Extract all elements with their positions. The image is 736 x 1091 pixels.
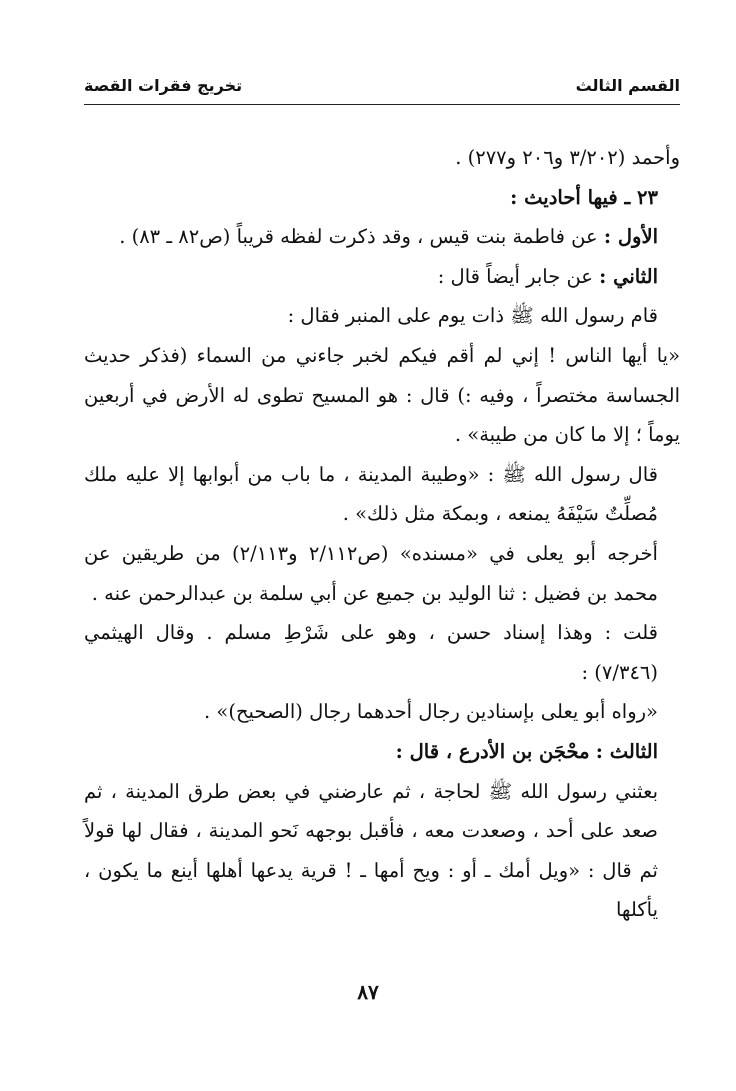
paragraph-third-hadith (84, 732, 680, 772)
paragraph-prophet-stood: قام رسول الله ﷺ ذات يوم على المنبر فقال : (287, 304, 658, 328)
page-body (84, 138, 680, 930)
paragraph-first-hadith (84, 217, 680, 257)
paragraph-isnad-comment: قلت : وهذا إسناد حسن ، وهو على شَرْطِ مسلم . وقال الهيثمي (٧/٣٤٦) : (84, 621, 658, 684)
header-chapter-title: تخريج فقرات القصة (84, 76, 243, 95)
paragraph-second-hadith (84, 257, 680, 297)
third-hadith-narrator: محْجَن بن الأدرع ، قال : (395, 739, 590, 763)
label-first: الأول : (603, 225, 658, 249)
paragraph-ahmad-ref: وأحمد (٣/٢٠٢ و٢٠٦ و٢٧٧) . (455, 146, 680, 169)
paragraph-jassasa-quote: «يا أيها الناس ! إني لم أقم فيكم لخبر جاءني من السماء (فذكر حديث الجساسة مختصراً ، وفيه :) قال : هو المسيح تطوى له الأرض في أربعين يوماً ؛ إلا ما كان من طيبة» . (84, 343, 680, 447)
paragraph-haythami-quote: «رواه أبو يعلى بإسنادين رجال أحدهما رجال (الصحيح)» . (204, 700, 658, 724)
paragraph-item-23: ٢٣ ـ فيها أحاديث : (510, 185, 658, 209)
page-number: ٨٧ (357, 980, 379, 1004)
label-second: الثاني : (599, 264, 658, 288)
paragraph-mihjan-narration: بعثني رسول الله ﷺ لحاجة ، ثم عارضني في بعض طرق المدينة ، ثم صعد على أحد ، وصعدت معه ، فأقبل بوجهه نَحو المدينة ، فقال لها قولاً ثم قال : «ويل أمك ـ أو : ويح أمها ـ ! قرية يدعها أهلها أينع ما يكون ، يأكلها (84, 779, 658, 922)
paragraph-taiba-quote: قال رسول الله ﷺ : «وطيبة المدينة ، ما باب من أبوابها إلا عليه ملك مُصلِّتٌ سَيْفَهُ يمنعه ، وبمكة مثل ذلك» . (84, 462, 658, 526)
second-hadith-text: عن جابر أيضاً قال : (437, 264, 593, 288)
label-third: الثالث : (595, 739, 658, 763)
header-section-title: القسم الثالث (575, 76, 680, 95)
page-header (84, 68, 680, 105)
paragraph-abu-yala-source: أخرجه أبو يعلى في «مسنده» (ص٢/١١٢ و٢/١١٣) من طريقين عن محمد بن فضيل : ثنا الوليد بن جميع عن أبي سلمة بن عبدالرحمن عنه . (84, 541, 658, 605)
first-hadith-text: عن فاطمة بنت قيس ، وقد ذكرت لفظه قريباً (ص٨٢ ـ ٨٣) . (119, 225, 598, 249)
